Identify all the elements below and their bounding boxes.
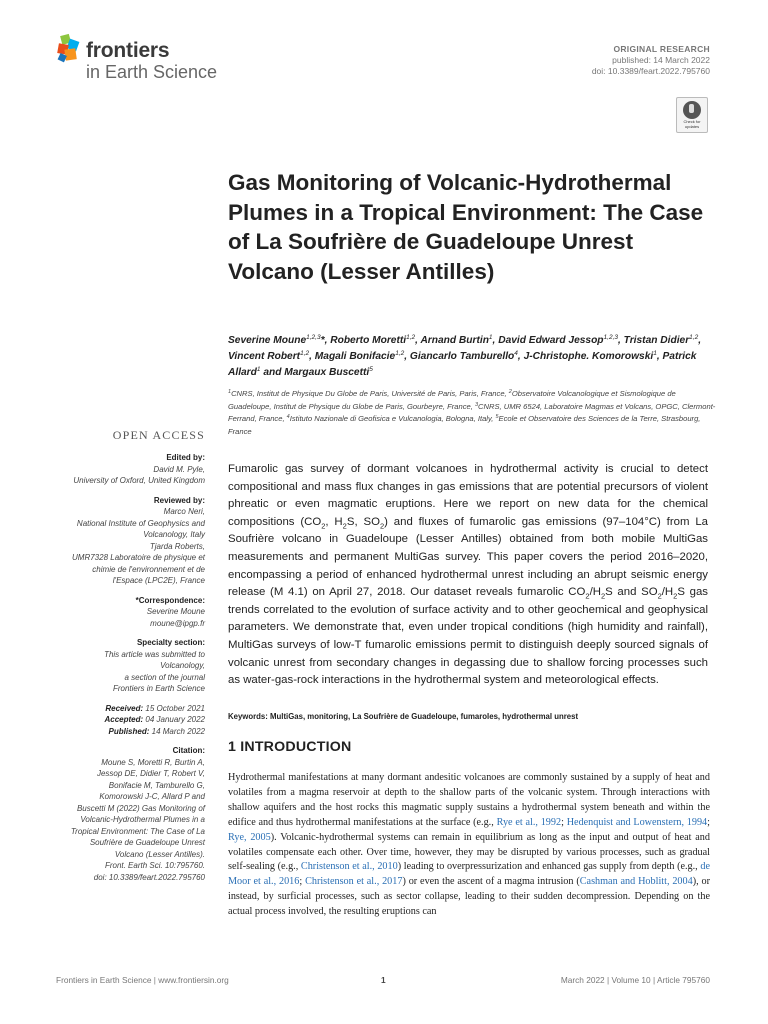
affiliation-number: 5	[495, 414, 499, 420]
article-doi[interactable]: doi: 10.3389/feart.2022.795760	[591, 66, 710, 76]
author-affiliation-marks: 1,2,3	[603, 334, 618, 341]
author-separator: ,	[698, 335, 702, 346]
editor-line: David M. Pyle,	[153, 464, 205, 474]
affiliations	[228, 388, 718, 438]
abstract-text: ) and fluxes of fumarolic gas emissions (97–104°C) from La Soufrière volcano in Guadeloupe (Lesser Antilles) obtained from both mobile MultiGas measurements and permanent MultiGas survey. This paper covers the period 2016–2020, encompassing a period of enhanced hydrothermal unrest including an abrupt seismic energy release (M 4.1) on April 27, 2018. Our dataset reveals fumarolic CO	[228, 515, 709, 599]
author-separator: ,	[309, 351, 315, 362]
author-affiliation-marks: 1	[488, 334, 493, 341]
author-name[interactable]: Margaux Buscetti	[284, 367, 370, 378]
brand-name: frontiers	[86, 39, 170, 62]
author-name[interactable]: Giancarlo Tamburello	[409, 351, 515, 362]
author-affiliation-marks: 1,2,3	[306, 334, 321, 341]
intro-text: ) or even the ascent of a magma intrusion (	[402, 876, 580, 888]
author-separator: and	[260, 367, 285, 378]
abstract-text: /H	[661, 586, 674, 599]
citation-link[interactable]: de Moor et al., 2016	[228, 861, 710, 888]
article-info-sidebar	[25, 452, 205, 883]
subscript: 2	[673, 591, 678, 601]
intro-text: ;	[299, 876, 306, 888]
author-affiliation-marks: 1,2	[689, 334, 699, 341]
published-label: Published:	[108, 726, 150, 736]
author-name[interactable]: Roberto Moretti	[330, 335, 407, 346]
author-separator: ,	[492, 335, 499, 346]
intro-text: ). Volcanic-hydrothermal systems can remain in equilibrium as long as the input and output of heat and volatiles compensate each other. Over time, however, they may be disrupted by various processes, such as gradual self-sealing (e.g.,	[228, 831, 710, 873]
affiliation-text: CNRS, UMR 6524, Laboratoire Magmas et Volcans, OPGC, Clermont-Ferrand, France,	[228, 401, 716, 423]
article-title: Gas Monitoring of Volcanic-Hydrothermal Plumes in a Tropical Environment: The Case of La Soufrière de Guadeloupe Unrest Volcano (Lesser Antilles)	[228, 170, 704, 284]
author-name[interactable]: J-Christophe. Komorowski	[523, 351, 654, 362]
article-type: ORIGINAL RESEARCH	[613, 44, 710, 54]
citation-link[interactable]: Christenson et al., 2010	[300, 861, 398, 873]
intro-text: ) leading to overpressurization and enhanced gas supply from depth (e.g.,	[397, 861, 701, 873]
citation-line: Soufrière de Guadeloupe Unrest	[89, 838, 205, 847]
page-number: 1	[381, 975, 386, 985]
author-affiliation-marks: 4	[514, 350, 518, 357]
published-value: 14 March 2022	[151, 726, 205, 736]
reviewer-line: Tjarda Roberts,	[149, 541, 205, 551]
accepted-label: Accepted:	[104, 715, 144, 724]
author-name[interactable]: Tristan Didier	[623, 335, 690, 346]
citation-link[interactable]: Hedenquist and Lowenstern, 1994	[566, 816, 708, 828]
reviewer-line: Volcanology, Italy	[143, 530, 205, 539]
abstract-text: Fumarolic gas survey of dormant volcanoes in hydrothermal activity is crucial to detect compositional and mass flux changes in gas emissions that are potential precursors of violent phreatic or even magmatic eruptions. Here we report on new data for the chemical compositions (CO	[228, 463, 708, 528]
author-separator: ,	[324, 335, 331, 346]
abstract-text: /H	[589, 586, 601, 599]
author-name[interactable]: Magali Bonifacie	[314, 351, 396, 362]
abstract-text: S and SO	[605, 586, 658, 599]
affiliation-number: 3	[474, 401, 479, 408]
author-affiliation-marks: 1,2	[406, 334, 416, 341]
author-separator: ,	[404, 351, 410, 362]
abstract-text: S, SO	[346, 515, 380, 528]
citation-line: Bonifacie M, Tamburello G,	[108, 780, 205, 790]
citation-line: Jessop DE, Didier T, Robert V,	[96, 769, 205, 778]
specialty-line: a section of the journal	[124, 672, 205, 682]
affiliation-number: 2	[508, 389, 512, 395]
open-access-label: OPEN ACCESS	[112, 428, 205, 442]
citation-label: Citation:	[172, 746, 205, 755]
edited-by-label: Edited by:	[166, 453, 205, 462]
author-name[interactable]: Arnand Burtin	[420, 335, 489, 346]
author-name[interactable]: Vincent Robert	[228, 351, 301, 362]
subscript: 2	[600, 591, 606, 601]
journal-logo[interactable]	[56, 33, 256, 88]
specialty-line: Frontiers in Earth Science	[112, 684, 205, 693]
author-list	[228, 333, 718, 381]
check-updates-label: Check for	[683, 119, 701, 124]
introduction-text	[228, 771, 710, 920]
author-separator: ,	[415, 335, 421, 346]
abstract	[228, 461, 708, 690]
author-affiliation-marks: 1	[256, 366, 261, 373]
abstract-text: S gas trends correlated to the evolution of surface activity and to other geochemical and geophysical parameters. We demonstrate that, even under tropical conditions (high humidity and rainfall), MultiGas surveys of low-T fumarolic emissions permit to distinguish deeply sourced signals of volcanic unrest from secondary changes in degassing due to shallow forcing processes such as water-gas-rock interactions in the hydrothermal system and meteorological effects.	[228, 586, 708, 687]
citation-link[interactable]: Christenson et al., 2017	[305, 876, 403, 888]
citation-line: Tropical Environment: The Case of La	[70, 826, 205, 836]
affiliation-text: Observatoire Volcanologique et Sismologique de Guadeloupe, Institut de Physique du Globe de Paris, Gourbeyre, France,	[228, 389, 676, 411]
author-separator: ,	[656, 351, 663, 362]
reviewer-line: l'Espace (LPC2E), France	[112, 576, 205, 585]
citation-line: Buscetti M (2022) Gas Monitoring of	[76, 803, 205, 813]
subscript: 2	[379, 521, 385, 531]
subscript: 2	[657, 591, 662, 601]
intro-text: ), or instead, by surficial processes, such as sector collapse, leading to their sudden decompression. Depending on the actual process involved, the resulting eruptions can	[228, 876, 710, 918]
reviewed-by-label: Reviewed by:	[153, 495, 205, 505]
author-name[interactable]: David Edward Jessop	[498, 335, 604, 346]
citation-line: Volcanic-Hydrothermal Plumes in a	[80, 815, 205, 824]
citation-line: Komorowski J-C, Allard P and	[99, 792, 205, 801]
author-name[interactable]: Patrick Allard	[228, 351, 697, 378]
abstract-text: , H	[325, 515, 343, 528]
footer-volume: March 2022 | Volume 10 | Article 795760	[560, 975, 710, 985]
received-label: Received:	[105, 703, 144, 713]
citation-link[interactable]: Cashman and Hoblitt, 2004	[579, 876, 693, 888]
corresponding-author-mark: *	[320, 335, 325, 346]
editor-line: University of Oxford, United Kingdom	[73, 476, 205, 485]
citation-link[interactable]: Rye et al., 1992	[496, 816, 562, 828]
frontiers-logo-icon	[56, 33, 84, 65]
author-separator: ,	[618, 335, 624, 346]
keywords: Keywords: MultiGas, monitoring, La Soufrière de Guadeloupe, fumaroles, hydrothermal unrest	[228, 712, 579, 721]
reviewer-line: National Institute of Geophysics and	[76, 518, 205, 528]
published-date-sidebar	[25, 726, 205, 738]
correspondent-email[interactable]: moune@ipgp.fr	[150, 618, 205, 628]
affiliation-text: CNRS, Institut de Physique Du Globe de Paris, Université de Paris, Paris, France,	[231, 389, 509, 398]
check-updates-label: updates	[684, 123, 700, 129]
check-for-updates-button[interactable]	[676, 97, 708, 133]
reviewer-line: Marco Neri,	[163, 507, 205, 516]
citation-line[interactable]: doi: 10.3389/feart.2022.795760	[93, 872, 205, 882]
correspondent-name: Severine Moune	[146, 607, 205, 616]
citation-line: Moune S, Moretti R, Burtin A,	[101, 757, 205, 767]
section-heading-introduction: 1 INTRODUCTION	[228, 739, 352, 755]
subscript: 2	[585, 591, 590, 601]
author-name[interactable]: Severine Moune	[228, 335, 307, 346]
journal-name: in Earth Science	[86, 62, 218, 82]
specialty-line: This article was submitted to	[104, 649, 205, 659]
subscript: 2	[342, 521, 347, 531]
footer-journal[interactable]: Frontiers in Earth Science | www.frontiersin.org	[56, 975, 229, 985]
author-affiliation-marks: 1	[653, 350, 657, 357]
intro-text: ;	[561, 816, 567, 828]
received-value: 15 October 2021	[145, 703, 205, 713]
specialty-label: Specialty section:	[136, 638, 205, 647]
received-date	[25, 703, 205, 715]
citation-link[interactable]: Rye, 2005	[228, 831, 271, 843]
specialty-line: Volcanology,	[160, 661, 205, 670]
affiliation-text: Ecole et Observatoire des Sciences de la Terre, Strasbourg, France	[228, 414, 701, 436]
citation-line: Front. Earth Sci. 10:795760.	[104, 861, 205, 870]
correspondence-label: *Correspondence:	[135, 595, 205, 605]
reviewer-line: chimie de l'environnement et de	[92, 564, 205, 574]
bookmark-icon	[683, 101, 701, 119]
author-separator: ,	[517, 351, 524, 362]
accepted-date	[25, 714, 205, 726]
subscript: 2	[321, 521, 326, 531]
article-meta	[592, 44, 710, 77]
intro-text: ;	[707, 816, 710, 828]
citation-line: Volcano (Lesser Antilles).	[114, 849, 205, 859]
article-dates	[25, 703, 205, 738]
affiliation-text: Istituto Nazionale di Geofisica e Vulcanologia, Bologna, Italy,	[289, 414, 496, 423]
affiliation-number: 1	[228, 389, 232, 395]
reviewer-line: UMR7328 Laboratoire de physique et	[72, 553, 205, 562]
author-affiliation-marks: 1,2	[395, 350, 405, 357]
author-affiliation-marks: 1,2	[300, 350, 310, 357]
intro-text: Hydrothermal manifestations at many dormant andesitic volcanoes are commonly sustained by a supply of heat and volatiles from a magma reservoir at depth to the shallow parts of the volcanic system. Through interactions with shallow aquifers and the host rocks this magmatic supply sustains a hydrothermal system beneath and within the edifice and thus hydrothermal manifestations at the surface (e.g.,	[228, 772, 710, 828]
author-affiliation-marks: 5	[369, 366, 373, 373]
accepted-value: 04 January 2022	[145, 715, 205, 724]
affiliation-number: 4	[286, 414, 290, 420]
published-date: published: 14 March 2022	[612, 55, 710, 65]
